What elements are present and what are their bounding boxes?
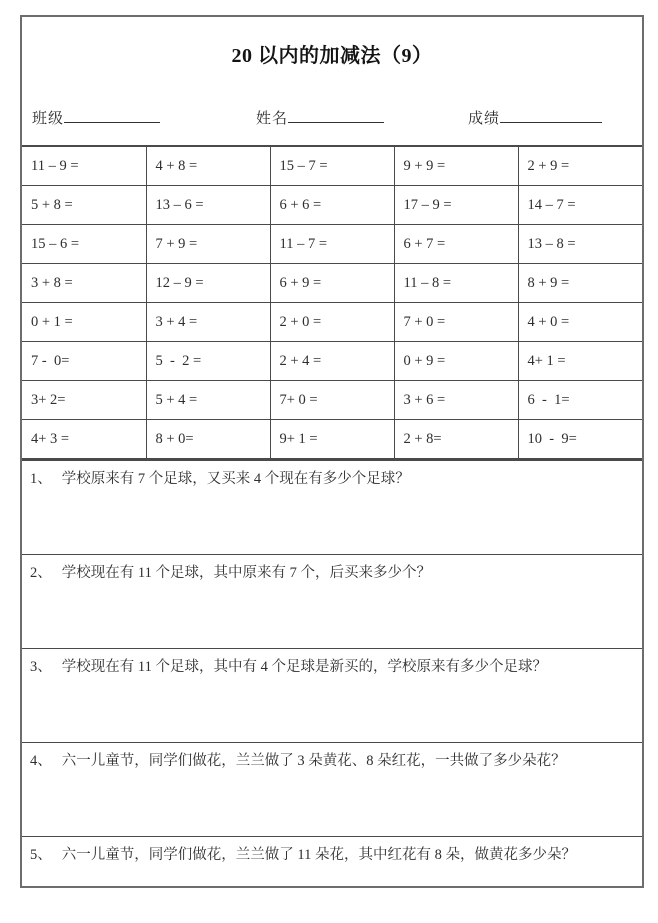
problem-cell[interactable]: 8 + 0= [146,420,270,460]
score-field[interactable] [468,107,602,128]
table-row [22,147,642,186]
problem-cell[interactable]: 2 + 8= [394,420,518,460]
score-label: 成绩 [468,107,500,128]
name-field[interactable] [256,107,384,128]
word-problem-text: 学校现在有 11 个足球，其中有 4 个足球是新买的，学校原来有多少个足球？ [62,659,547,675]
problem-cell[interactable]: 7 + 0 = [394,303,518,342]
word-problem-row [22,837,642,923]
word-problem-cell[interactable] [22,555,642,649]
problem-cell[interactable]: 6 + 6 = [270,186,394,225]
word-problem-cell[interactable] [22,743,642,837]
problem-cell[interactable]: 0 + 9 = [394,342,518,381]
problem-cell[interactable]: 5 - 2 = [146,342,270,381]
problem-cell[interactable]: 3+ 2= [22,381,146,420]
problem-cell[interactable]: 5 + 8 = [22,186,146,225]
word-problem-row [22,743,642,837]
problem-cell[interactable]: 5 + 4 = [146,381,270,420]
problem-cell[interactable]: 9 + 9 = [394,147,518,186]
problem-cell[interactable]: 4 + 0 = [518,303,642,342]
page-title: 20 以内的加减法（9） [22,39,642,68]
table-row [22,342,642,381]
problem-cell[interactable]: 11 – 8 = [394,264,518,303]
problem-cell[interactable]: 13 – 8 = [518,225,642,264]
word-problem-cell[interactable] [22,837,642,923]
name-blank[interactable] [288,109,384,123]
word-problem-cell[interactable] [22,649,642,743]
word-problem-number: 1、 [30,471,52,487]
class-field[interactable] [32,107,160,128]
table-row [22,420,642,460]
problem-cell[interactable]: 12 – 9 = [146,264,270,303]
word-problem-row [22,555,642,649]
table-row [22,303,642,342]
word-problem-text: 六一儿童节，同学们做花，兰兰做了 11 朵花，其中红花有 8 朵，做黄花多少朵？ [62,847,576,863]
problem-cell[interactable]: 10 - 9= [518,420,642,460]
problem-cell[interactable]: 11 – 7 = [270,225,394,264]
table-row [22,381,642,420]
word-problem-text: 学校现在有 11 个足球，其中原来有 7 个，后买来多少个？ [62,565,431,581]
problem-cell[interactable]: 7+ 0 = [270,381,394,420]
table-row [22,264,642,303]
problem-cell[interactable]: 15 – 6 = [22,225,146,264]
problem-cell[interactable]: 9+ 1 = [270,420,394,460]
word-problems-section [22,460,642,923]
problem-cell[interactable]: 6 + 9 = [270,264,394,303]
problem-cell[interactable]: 7 - 0= [22,342,146,381]
problem-cell[interactable]: 6 - 1= [518,381,642,420]
table-row [22,225,642,264]
problem-cell[interactable]: 2 + 4 = [270,342,394,381]
student-info-row [22,101,642,133]
word-problem-text: 六一儿童节，同学们做花，兰兰做了 3 朵黄花、8 朵红花，一共做了多少朵花？ [62,753,566,769]
worksheet-header [22,39,642,147]
problem-cell[interactable]: 13 – 6 = [146,186,270,225]
problem-cell[interactable]: 7 + 9 = [146,225,270,264]
problem-cell[interactable]: 2 + 9 = [518,147,642,186]
class-label: 班级 [32,107,64,128]
problem-cell[interactable]: 0 + 1 = [22,303,146,342]
problem-cell[interactable]: 4 + 8 = [146,147,270,186]
problem-cell[interactable]: 14 – 7 = [518,186,642,225]
problem-cell[interactable]: 17 – 9 = [394,186,518,225]
worksheet-page [20,15,644,888]
arithmetic-grid [22,147,642,460]
problem-cell[interactable]: 4+ 3 = [22,420,146,460]
table-row [22,186,642,225]
word-problem-text: 学校原来有 7 个足球，又买来 4 个现在有多少个足球？ [62,471,410,487]
name-label: 姓名 [256,107,288,128]
problem-cell[interactable]: 2 + 0 = [270,303,394,342]
score-blank[interactable] [500,109,602,123]
problem-cell[interactable]: 3 + 6 = [394,381,518,420]
word-problem-row [22,461,642,555]
word-problem-number: 2、 [30,565,52,581]
word-problem-number: 3、 [30,659,52,675]
class-blank[interactable] [64,109,160,123]
problem-cell[interactable]: 3 + 8 = [22,264,146,303]
problem-cell[interactable]: 8 + 9 = [518,264,642,303]
word-problem-row [22,649,642,743]
problem-cell[interactable]: 6 + 7 = [394,225,518,264]
problem-cell[interactable]: 4+ 1 = [518,342,642,381]
word-problem-number: 4、 [30,753,52,769]
problem-cell[interactable]: 15 – 7 = [270,147,394,186]
problem-cell[interactable]: 3 + 4 = [146,303,270,342]
problem-cell[interactable]: 11 – 9 = [22,147,146,186]
word-problem-number: 5、 [30,847,52,863]
word-problem-cell[interactable] [22,461,642,555]
